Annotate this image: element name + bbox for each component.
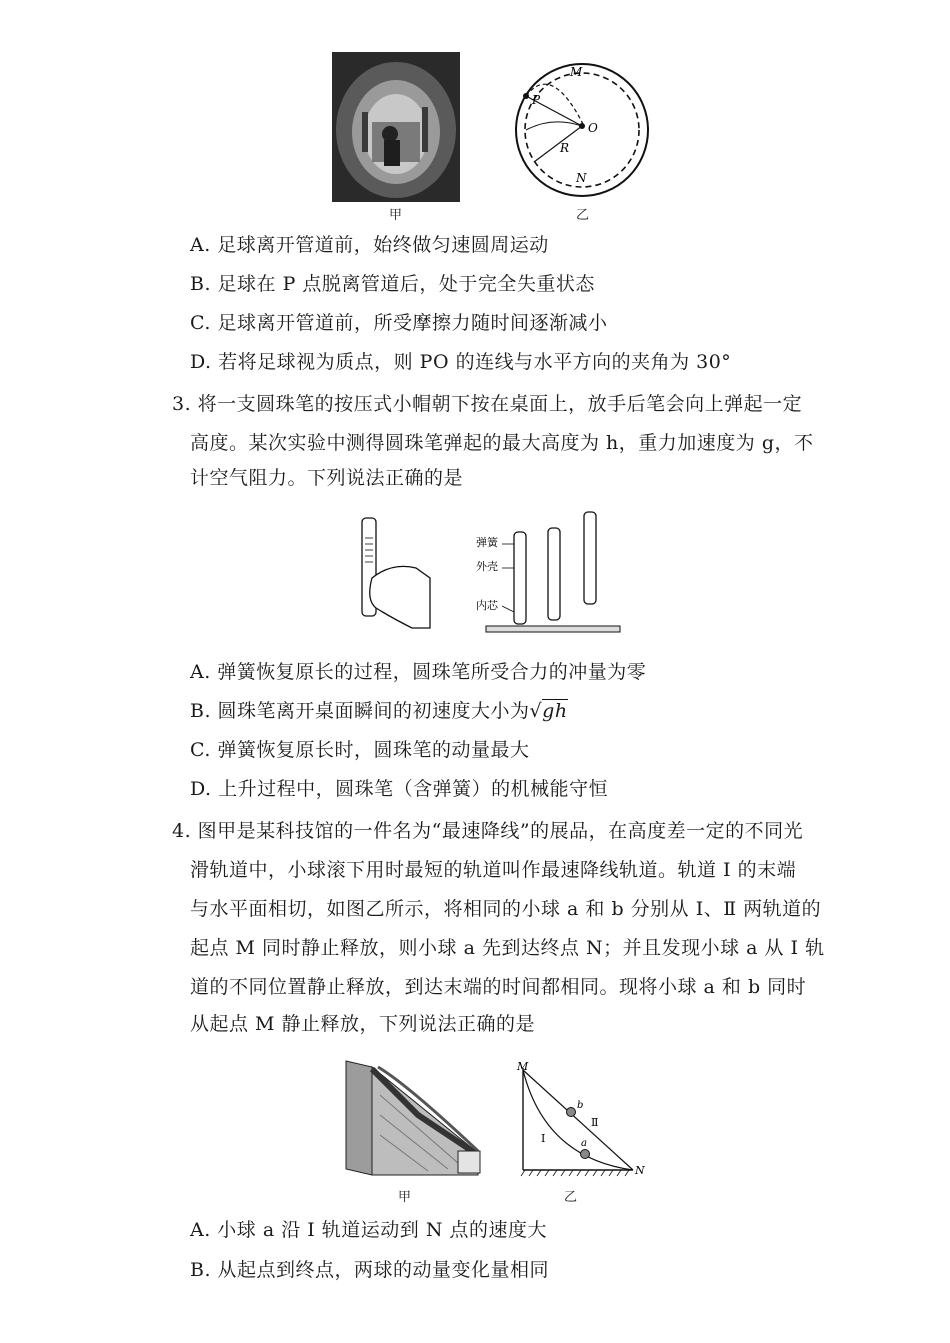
ball-b xyxy=(567,1108,576,1117)
pen-3 xyxy=(584,512,596,604)
q3-option-d: D. 上升过程中，圆珠笔（含弹簧）的机械能守恒 xyxy=(190,778,609,800)
q4-stem-line-3: 与水平面相切，如图乙所示，将相同的小球 a 和 b 分别从 Ⅰ、Ⅱ 两轨道的 xyxy=(190,898,822,920)
point-o xyxy=(579,123,585,129)
pen-1 xyxy=(514,532,526,624)
sqrt-symbol: √ xyxy=(529,700,543,722)
figure1-caption-jia: 甲 xyxy=(389,208,403,223)
horizontal-ref xyxy=(526,122,582,130)
label-shell: 外壳 xyxy=(476,560,498,573)
table xyxy=(486,626,620,632)
q4-stem-line-4: 起点 M 同时静止释放，则小球 a 先到达终点 N；并且发现小球 a 从 Ⅰ 轨 xyxy=(190,937,825,959)
q3-option-c: C. 弹簧恢复原长时，圆珠笔的动量最大 xyxy=(190,739,530,761)
q4-caption-yi: 乙 xyxy=(564,1190,578,1205)
q2-option-c: C. 足球离开管道前，所受摩擦力随时间逐渐减小 xyxy=(190,312,608,334)
q3-stem-line-3: 计空气阻力。下列说法正确的是 xyxy=(190,467,464,489)
label-b: b xyxy=(577,1100,584,1111)
ball-a xyxy=(581,1150,590,1159)
inner-dashed-circle xyxy=(525,73,639,187)
label-core: 内芯 xyxy=(476,599,498,612)
label-track-i: Ⅰ xyxy=(541,1132,546,1145)
tunnel-photo xyxy=(332,52,460,202)
q2-option-a: A. 足球离开管道前，始终做匀速圆周运动 xyxy=(190,234,549,256)
figure1-caption-yi: 乙 xyxy=(576,208,590,223)
label-a: a xyxy=(581,1138,587,1149)
label-track-ii: Ⅱ xyxy=(591,1116,599,1129)
q3-option-b-text: B. 圆珠笔离开桌面瞬间的初速度大小为 xyxy=(190,700,530,722)
label-r: R xyxy=(560,141,570,155)
q4-option-a: A. 小球 a 沿 Ⅰ 轨道运动到 N 点的速度大 xyxy=(190,1219,547,1241)
q3-stem-line-1: 3. 将一支圆珠笔的按压式小帽朝下按在桌面上，放手后笔会向上弹起一定 xyxy=(172,393,803,415)
q2-option-b: B. 足球在 P 点脱离管道后，处于完全失重状态 xyxy=(190,273,595,295)
sqrt-expression: gh xyxy=(542,700,568,722)
label-m: M xyxy=(570,65,583,79)
exhibit-photo xyxy=(338,1055,488,1180)
track-ii xyxy=(523,1070,633,1170)
pen-diagram xyxy=(352,508,627,643)
radius-arrow xyxy=(534,126,582,162)
label-m2: M xyxy=(517,1062,529,1073)
label-o: O xyxy=(588,121,598,135)
q4-stem-line-1: 4. 图甲是某科技馆的一件名为“最速降线”的展品，在高度差一定的不同光 xyxy=(172,820,804,842)
q4-stem-line-6: 从起点 M 静止释放，下列说法正确的是 xyxy=(190,1013,536,1035)
label-n2: N xyxy=(635,1164,645,1177)
circle-tube-diagram xyxy=(512,52,652,208)
brachistochrone-diagram xyxy=(515,1062,645,1187)
q3-stem-line-2: 高度。某次实验中测得圆珠笔弹起的最大高度为 h，重力加速度为 g，不 xyxy=(190,432,814,454)
q4-stem-line-2: 滑轨道中，小球滚下用时最短的轨道叫作最速降线轨道。轨道 Ⅰ 的末端 xyxy=(190,859,797,881)
q3-option-b xyxy=(190,699,568,723)
point-p xyxy=(523,93,529,99)
q4-option-b: B. 从起点到终点，两球的动量变化量相同 xyxy=(190,1259,550,1281)
q4-stem-line-5: 道的不同位置静止释放，到达末端的时间都相同。现将小球 a 和 b 同时 xyxy=(190,976,807,998)
label-spring: 弹簧 xyxy=(476,536,498,549)
label-p: P xyxy=(532,93,541,107)
q4-caption-jia: 甲 xyxy=(398,1190,412,1205)
q2-option-d: D. 若将足球视为质点，则 PO 的连线与水平方向的夹角为 30° xyxy=(190,351,732,373)
label-n: N xyxy=(576,171,587,185)
q3-option-a: A. 弹簧恢复原长的过程，圆珠笔所受合力的冲量为零 xyxy=(190,661,647,683)
hand xyxy=(370,566,430,628)
pen-2 xyxy=(548,528,560,620)
tunnel-photo-drawing xyxy=(332,52,460,202)
